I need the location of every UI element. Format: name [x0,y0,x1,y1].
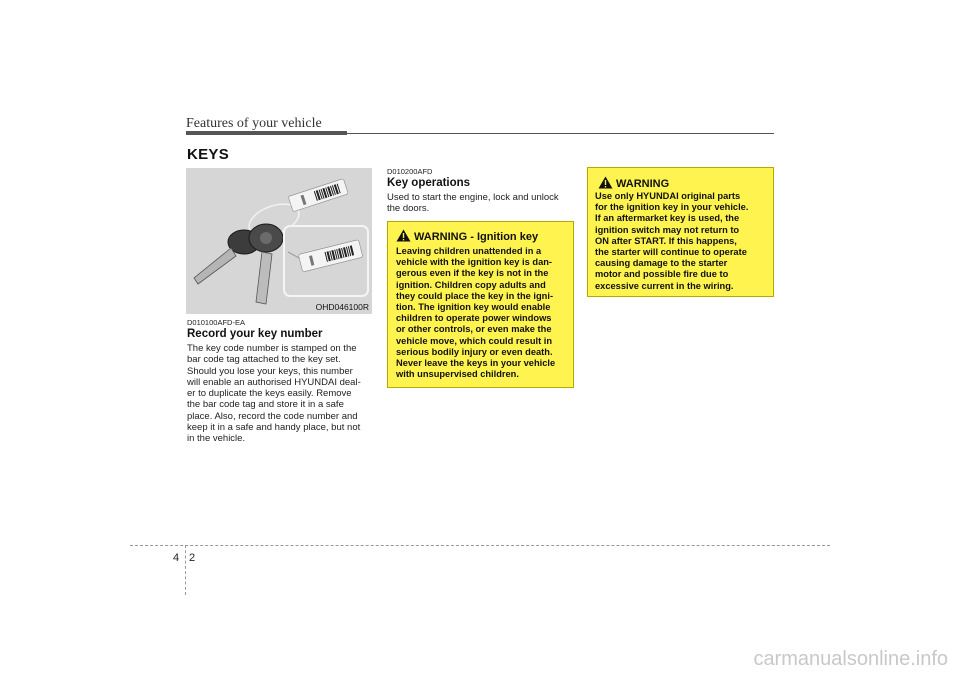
keys-drawing [186,168,372,314]
section-code: D010100AFD-EA [187,318,245,327]
text-line: motor and possible fire due to [595,269,729,280]
warning-box-parts [587,167,774,297]
text-line: vehicle move, which could result in [396,335,553,346]
text-line: they could place the key in the igni- [396,290,554,301]
warning-icon [396,229,411,242]
text-line: ignition. Children copy adults and [396,279,546,290]
text-line: ON after START. If this happens, [595,235,737,246]
record-key-text [187,343,373,445]
section-title: KEYS [187,146,230,163]
key-illustration [186,168,372,314]
text-line: the doors. [387,203,430,215]
text-line: Never leave the keys in your vehicle [396,358,556,369]
section-code: D010200AFD [387,167,433,176]
page-number: 2 [189,552,196,564]
text-line: The key code number is stamped on the [187,343,357,354]
text-line: er to duplicate the keys easily. Remove [187,388,352,400]
text-line: keep it in a safe and handy place, but not [187,422,361,434]
warning-heading: WARNING - Ignition key [414,231,539,243]
warning-box-ignition [387,221,574,388]
text-line: for the ignition key in your vehicle. [595,202,749,213]
key-operations-heading: Key operations [387,177,471,189]
footer-divider [185,545,186,595]
text-line: Leaving children unattended in a [396,246,542,256]
text-line: If an aftermarket key is used, the [595,213,740,224]
text-line: Should you lose your keys, this number [187,365,353,377]
text-line: the starter will continue to operate [595,247,747,258]
text-line: causing damage to the starter [595,258,728,269]
warning-text [595,191,768,292]
record-key-heading: Record your key number [187,328,323,340]
footer-rule [130,545,830,546]
text-line: Use only HYUNDAI original parts [595,191,741,201]
text-line: will enable an authorised HYUNDAI deal- [187,376,361,388]
text-line: excessive current in the wiring. [595,280,734,291]
figure-caption: OHD046100R [315,302,369,312]
text-line: children to operate power windows [396,313,552,324]
key-operations-text [387,192,575,215]
header-title: Features of your vehicle [186,116,322,131]
text-line: with unsupervised children. [396,369,519,380]
text-line: in the vehicle. [187,433,246,445]
text-line: ignition switch may not return to [595,224,740,235]
text-line: place. Also, record the code number and [187,410,358,422]
warning-icon [598,176,613,189]
warning-text [396,246,568,380]
header-rule-thin [347,133,774,134]
header-rule [186,131,347,135]
text-line: or other controls, or even make the [396,324,552,335]
warning-heading: WARNING [616,178,670,190]
text-line: serious bodily injury or even death. [396,346,553,357]
text-line: the bar code tag and store it in a safe [187,399,344,411]
text-line: Used to start the engine, lock and unlock [387,192,559,203]
chapter-number: 4 [173,552,180,564]
watermark: carmanualsonline.info [753,648,948,670]
text-line: tion. The ignition key would enable [396,302,551,313]
text-line: gerous even if the key is not in the [396,268,549,279]
text-line: vehicle with the ignition key is dan- [396,257,553,268]
text-line: bar code tag attached to the key set. [187,354,341,366]
